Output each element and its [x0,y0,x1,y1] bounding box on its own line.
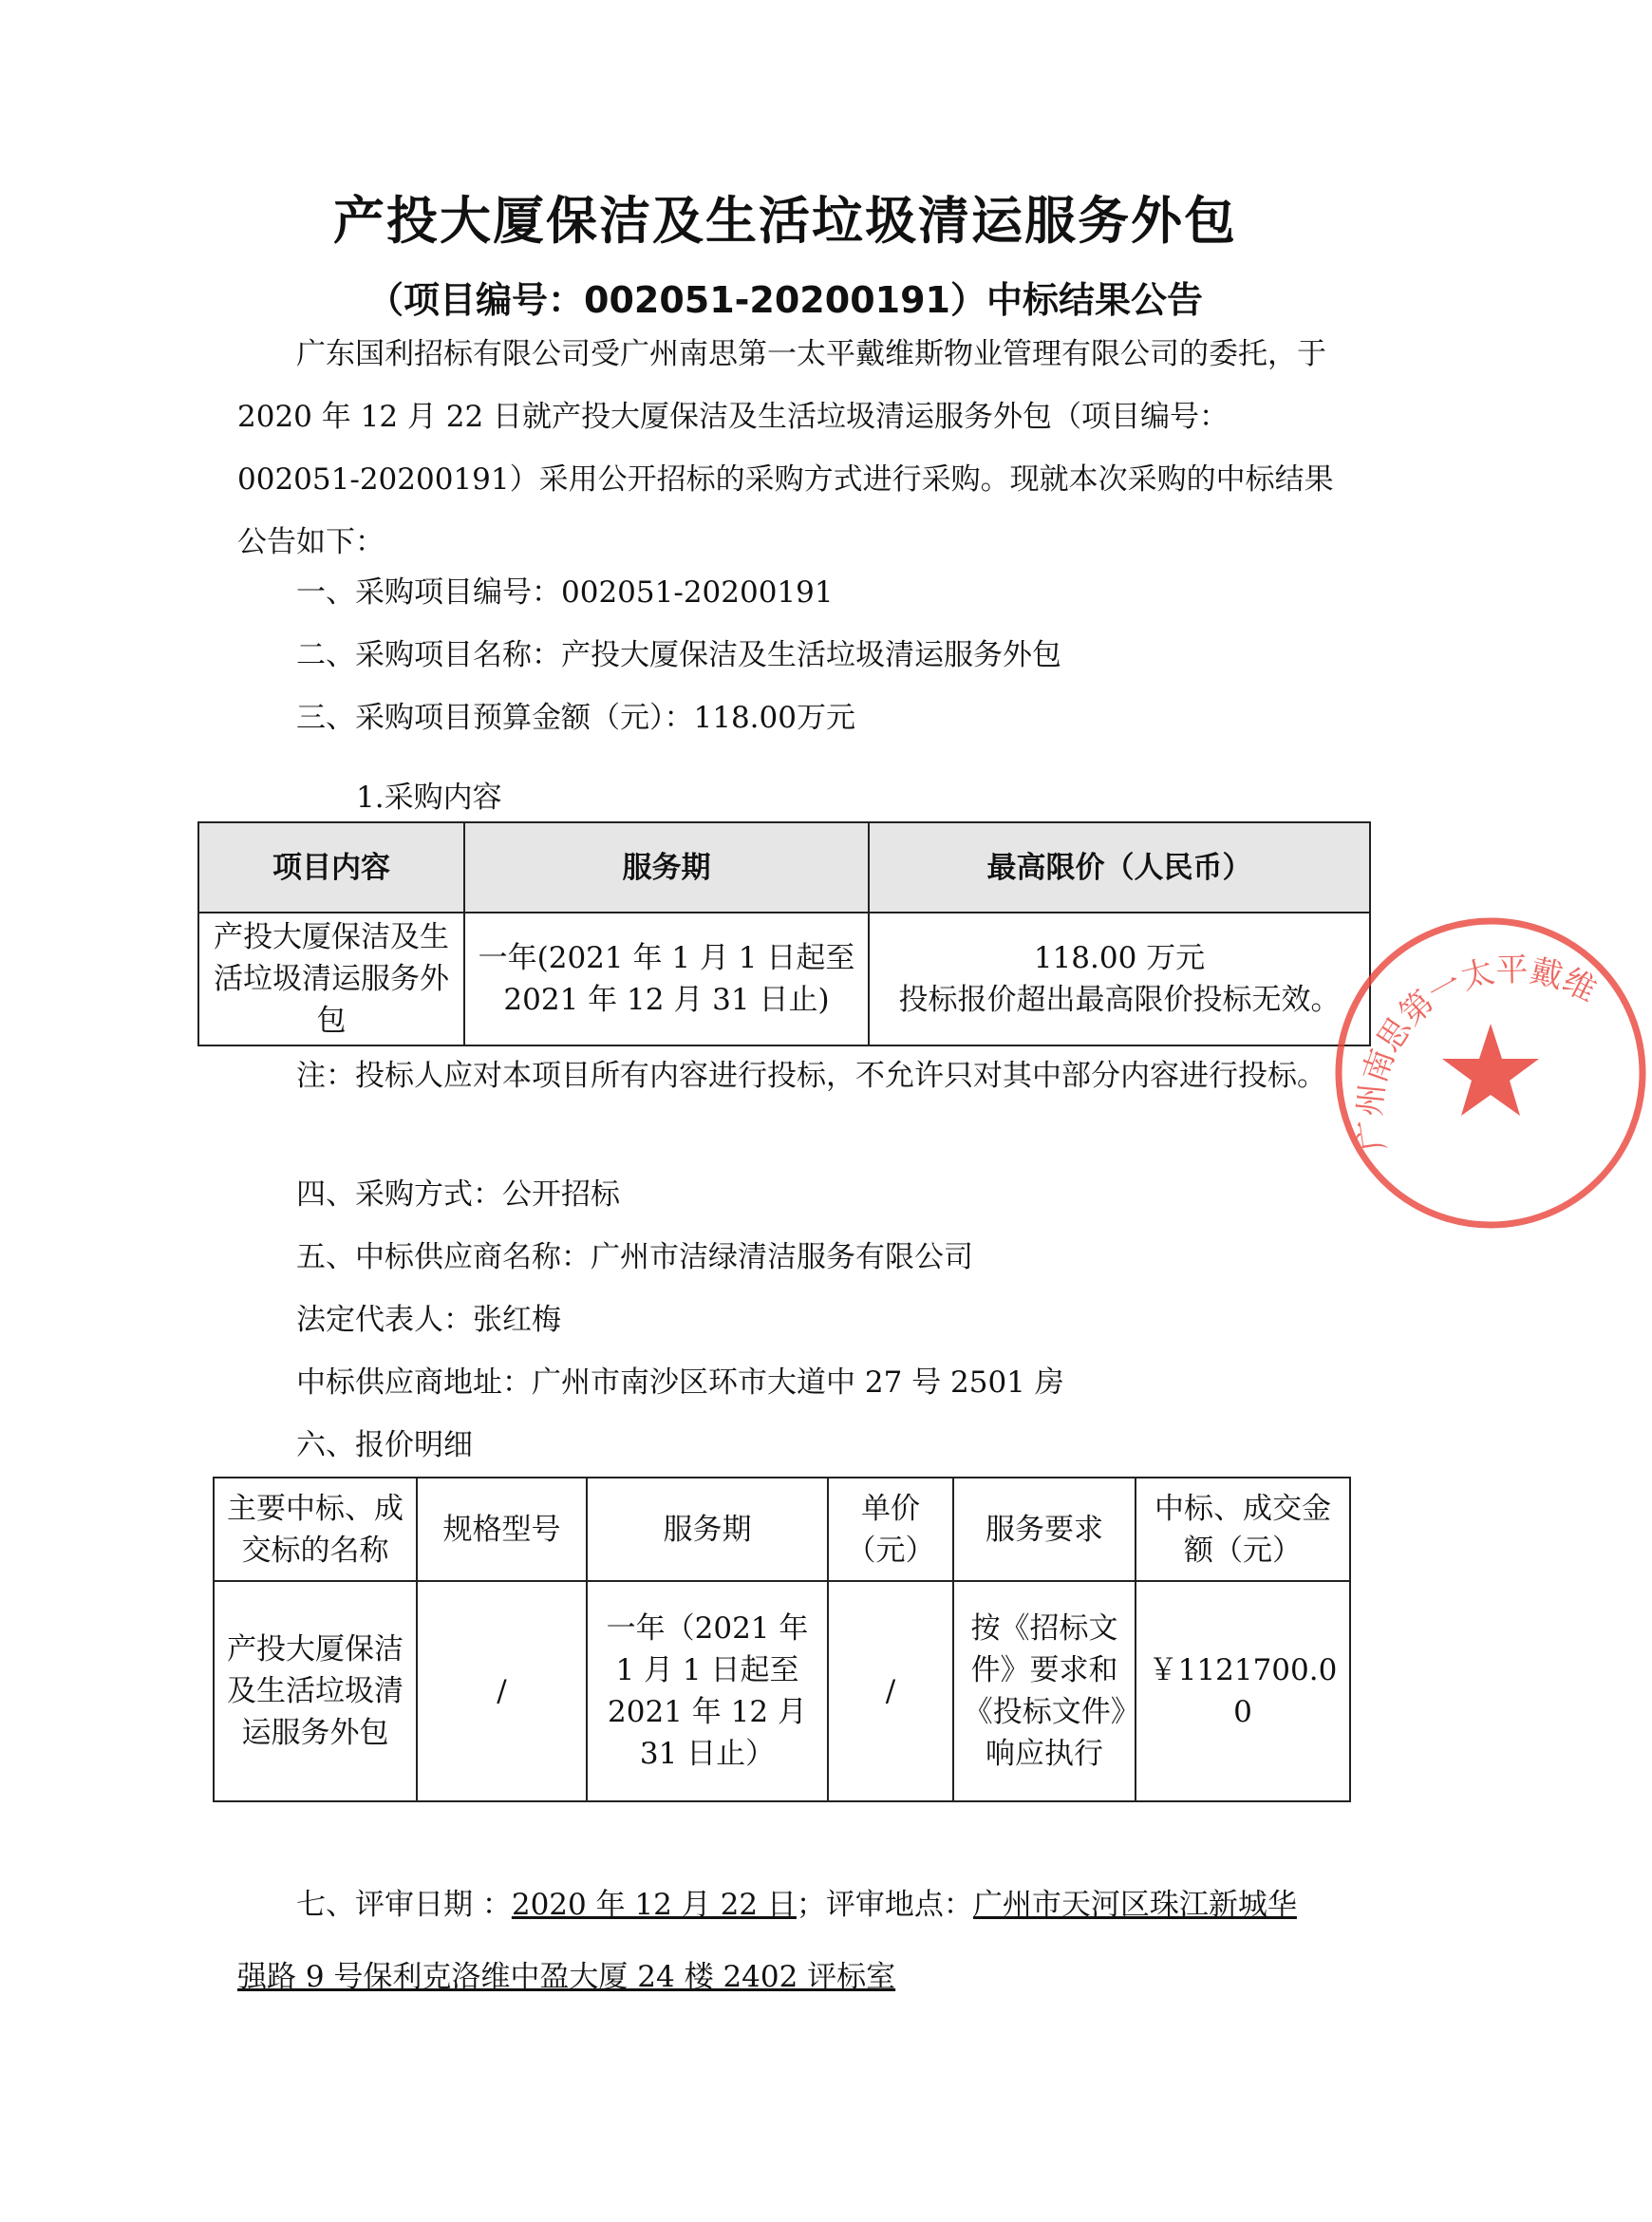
table2-cell-name: 产投大厦保洁及生活垃圾清运服务外包 [214,1581,417,1801]
table2-header-spec: 规格型号 [417,1478,587,1581]
item-budget: 三、采购项目预算金额（元）：118.00万元 [296,701,855,735]
table1-header-content: 项目内容 [198,822,464,913]
table2-header-amount: 中标、成交金额（元） [1136,1478,1350,1581]
review-line-2 [237,1952,895,1995]
table2-cell-unit-price: / [828,1581,953,1801]
item-supplier-name: 五、中标供应商名称：广州市洁绿清洁服务有限公司 [296,1240,973,1274]
table2-header-requirement: 服务要求 [953,1478,1136,1581]
item-project-number: 一、采购项目编号：002051-20200191 [296,575,834,610]
supplier-address: 中标供应商地址：广州市南沙区环市大道中 27 号 2501 房 [296,1365,1064,1400]
table2-header-name: 主要中标、成交标的名称 [214,1478,417,1581]
table1-cell-period: 一年(2021 年 1 月 1 日起至2021 年 12 月 31 日止) [464,913,869,1045]
price-detail-table [213,1477,1351,1802]
legal-representative: 法定代表人：张红梅 [296,1303,561,1337]
item-procurement-method: 四、采购方式：公开招标 [296,1177,620,1212]
seal-star-icon [1442,1024,1539,1116]
table2-header-unit-price: 单价（元） [828,1478,953,1581]
procurement-content-table [197,821,1371,1046]
table2-cell-spec: / [417,1581,587,1801]
seal-text: 广州南思第一太平戴维 [1351,951,1603,1154]
item-project-name: 二、采购项目名称：产投大厦保洁及生活垃圾清运服务外包 [296,638,1061,672]
item-price-details: 六、报价明细 [296,1428,473,1462]
table1-header-period: 服务期 [464,822,869,913]
table1-header-price: 最高限价（人民币） [869,822,1370,913]
procurement-content-heading: 1.采购内容 [356,781,502,815]
table2-header-period: 服务期 [587,1478,828,1581]
review-date: 2020 年 12 月 22 日 [511,1888,797,1922]
company-seal [1329,912,1652,1234]
document-title: 产投大厦保洁及生活垃圾清运服务外包 [333,191,1237,251]
review-line-1 [296,1880,1297,1923]
table2-cell-requirement: 按《招标文件》要求和《投标文件》响应执行 [953,1581,1136,1801]
document-subtitle: （项目编号：002051-20200191）中标结果公告 [367,279,1203,321]
note-paragraph: 注：投标人应对本项目所有内容进行投标，不允许只对其中部分内容进行投标。 [296,1059,1326,1093]
intro-paragraph: 广东国利招标有限公司受广州南思第一太平戴维斯物业管理有限公司的委托，于 2020 年 12 月 22 日就产投大厦保洁及生活垃圾清运服务外包（项目编号：002051-20200191）采用公开招标的采购方式进行采购。现就本次采购的中标结果公告如下： [237,337,1334,559]
review-place-label: ；评审地点： [796,1888,973,1922]
table2-cell-amount: ￥1121700.00 [1136,1581,1350,1801]
table1-price-amount: 118.00 万元 [1033,941,1206,975]
review-place-line-2: 强路 9 号保利克洛维中盈大厦 24 楼 2402 评标室 [237,1960,896,1994]
table1-cell-price [869,913,1370,1045]
table1-price-note: 投标报价超出最高限价投标无效。 [898,983,1341,1017]
review-prefix: 七、评审日期 ： [296,1888,512,1922]
table1-cell-content: 产投大厦保洁及生活垃圾清运服务外包 [198,913,464,1045]
review-place-line-1: 广州市天河区珠江新城华 [972,1888,1297,1922]
table2-cell-period: 一年（2021 年 1 月 1 日起至2021 年 12 月 31 日止） [587,1581,828,1801]
